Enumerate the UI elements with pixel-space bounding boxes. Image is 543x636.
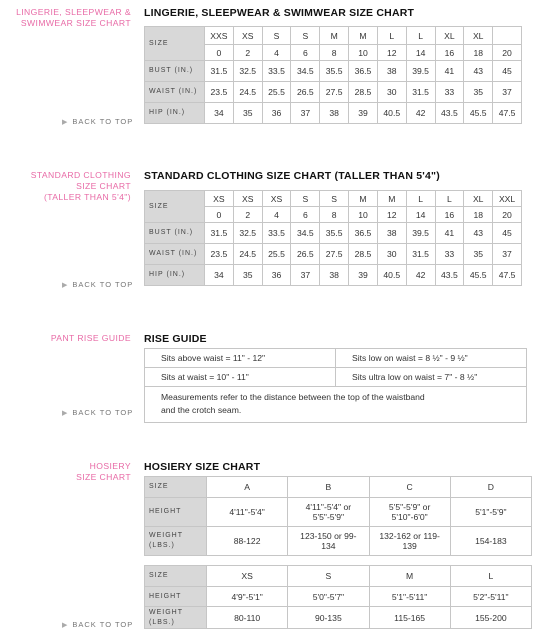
hosiery-table-sizes: SIZE XS S M L HEIGHT 4'9"-5'1" 5'0"-5'7" 5'1"-5'11" 5'2"-5'11" WEIGHT (LBS.) 80-110 90-135 115-165 155-200 bbox=[144, 565, 532, 629]
hip-header: HIP (IN.) bbox=[145, 103, 205, 124]
size-header: SIZE bbox=[145, 27, 205, 61]
section-title: RISE GUIDE bbox=[144, 333, 207, 345]
hosiery-table-letters: SIZE A B C D HEIGHT 4'11"-5'4" 4'11"-5'4" or 5'5"-5'9" 5'5"-5'9" or 5'10"-6'0" 5'1"-5'9" WEIGHT (LBS.) 88-122 123-150 or 99- 134 132-162 or 119- 139 154-183 bbox=[144, 476, 532, 556]
back-to-top-link[interactable]: ▶ BACK TO TOP bbox=[62, 408, 134, 417]
section-title: STANDARD CLOTHING SIZE CHART (TALLER THAN 5'4") bbox=[144, 170, 440, 182]
arrow-right-icon: ▶ bbox=[62, 622, 69, 629]
section-title: HOSIERY SIZE CHART bbox=[144, 461, 261, 473]
rise-guide-table bbox=[144, 348, 527, 423]
section-label: STANDARD CLOTHING SIZE CHART (TALLER THAN 5'4") bbox=[30, 170, 131, 202]
standard-size-table: SIZE XS XS XS S S M M L L XL XXL 0 2 4 6 8 10 12 14 16 18 20 BUST (IN.) 31.5 32.5 33.5 34.5 35.5 36.5 38 39.5 41 43 45 WAIST (IN.) 23.5 24.5 25.5 26.5 27.5 28.5 30 31.5 33 35 37 HIP (IN.) 34 35 36 37 38 39 40.5 42 43.5 45.5 47.5 bbox=[144, 190, 522, 286]
rise-row: Sits at waist = 10" - 11" Sits ultra low on waist = 7" - 8 ½" bbox=[145, 368, 526, 387]
arrow-right-icon: ▶ bbox=[62, 410, 69, 417]
bust-header: BUST (IN.) bbox=[145, 223, 205, 244]
bust-header: BUST (IN.) bbox=[145, 61, 205, 82]
rise-note: Measurements refer to the distance between the top of the waistband and the crotch seam. bbox=[161, 392, 425, 415]
section-label: HOSIERY SIZE CHART bbox=[76, 461, 131, 482]
rise-row: Sits above waist = 11" - 12" Sits low on waist = 8 ½" - 9 ½" bbox=[145, 349, 526, 368]
back-to-top-link[interactable]: ▶ BACK TO TOP bbox=[62, 620, 134, 629]
hip-header: HIP (IN.) bbox=[145, 265, 205, 286]
lingerie-size-table: SIZE XXS XS S S M M L L XL XL 0 2 4 6 8 10 12 14 16 18 20 BUST (IN.) 31.5 32.5 33.5 34.5 35.5 36.5 38 39.5 41 43 45 WAIST (IN.) 23.5 24.5 25.5 26.5 27.5 28.5 30 31.5 33 35 37 HIP (IN.) 34 35 36 37 38 39 40.5 42 43.5 45.5 47.5 bbox=[144, 26, 522, 124]
section-title: LINGERIE, SLEEPWEAR & SWIMWEAR SIZE CHART bbox=[144, 7, 415, 19]
waist-header: WAIST (IN.) bbox=[145, 82, 205, 103]
waist-header: WAIST (IN.) bbox=[145, 244, 205, 265]
arrow-right-icon: ▶ bbox=[62, 119, 69, 126]
section-label: PANT RISE GUIDE bbox=[50, 333, 131, 343]
back-to-top-link[interactable]: ▶ BACK TO TOP bbox=[62, 280, 134, 289]
back-to-top-link[interactable]: ▶ BACK TO TOP bbox=[62, 117, 134, 126]
arrow-right-icon: ▶ bbox=[62, 282, 69, 289]
size-header: SIZE bbox=[145, 191, 205, 223]
section-label: LINGERIE, SLEEPWEAR & SWIMWEAR SIZE CHART bbox=[16, 7, 131, 28]
